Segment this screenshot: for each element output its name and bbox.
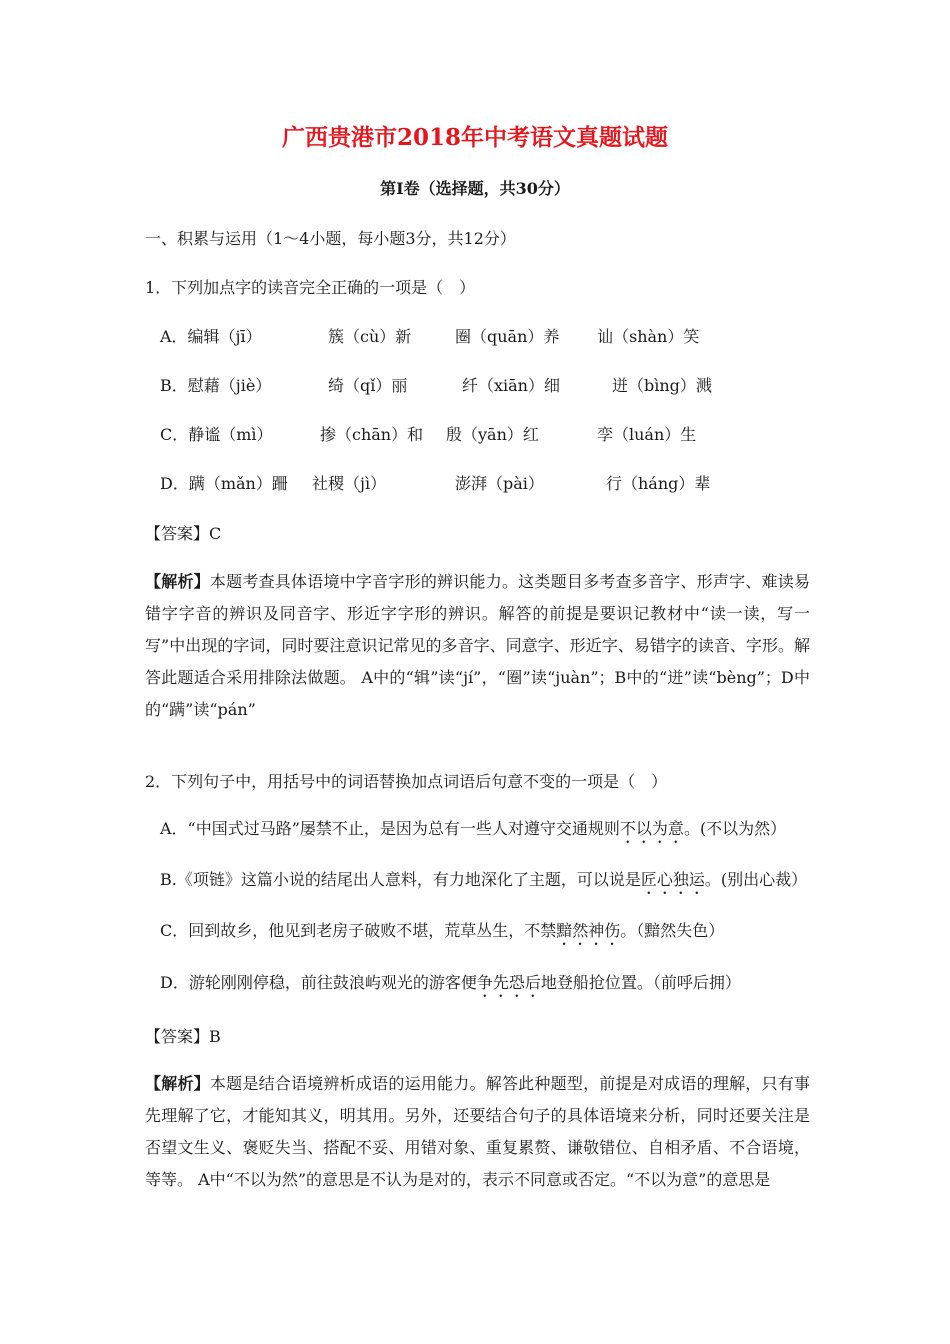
dotted-term: 黯然神伤	[556, 921, 621, 940]
dotted-term: 争先恐后	[476, 973, 541, 992]
question-2-stem: 2．下列句子中，用括号中的词语替换加点词语后句意不变的一项是（ ）	[145, 772, 668, 791]
option-term: D．蹒（mǎn）跚	[160, 474, 288, 493]
option-term: 圈（quān）养	[455, 327, 560, 346]
question-2-option-d	[160, 973, 741, 1001]
analysis-text: 本题考查具体语境中字音字形的辨识能力。这类题目多考查多音字、形声字、难读易错字字音的辨识及同音字、形近字字形的辨识。解答的前提是要识记教材中“读一读，写一写”中出现的字词，同时要注意识记常见的多音字、同意字、形近字、易错字的读音、字形。解答此题适合采用排除法做题。 A中的“辑”读“jí”，“圈”读“juàn”；B中的“迸”读“bèng”；D中的“蹒”读“pán”	[145, 572, 810, 719]
option-text: B.《项链》这篇小说的结尾出人意料，有力地深化了主题，可以说是	[160, 870, 641, 889]
question-2-option-a	[160, 819, 786, 847]
part-heading: 一、积累与运用（1～4小题，每小题3分，共12分）	[145, 229, 516, 248]
option-term: C．静谧（mì）	[160, 425, 273, 444]
option-text: C．回到故乡，他见到老房子破败不堪，荒草丛生，不禁	[160, 921, 557, 940]
section-heading: 第Ⅰ卷（选择题，共30分）	[380, 179, 570, 198]
option-term: 迸（bìng）溅	[612, 376, 712, 395]
option-term: 簇（cù）新	[328, 327, 412, 346]
option-term: 讪（shàn）笑	[597, 327, 700, 346]
option-text: 。(别出心裁）	[704, 870, 808, 889]
page-title: 广西贵港市2018年中考语文真题试题	[281, 124, 668, 151]
option-term: 殷（yān）红	[446, 425, 539, 444]
analysis-text: 本题是结合语境辨析成语的运用能力。解答此种题型，前提是对成语的理解，只有事先理解了它，才能知其义，明其用。另外，还要结合句子的具体语境来分析，同时还要关注是否望文生义、褒贬失当、搭配不妥、用错对象、重复累赘、谦敬错位、自相矛盾、不合语境，等等。 A中“不以为然”的意思是不认为是对的，表示不同意或否定。“不以为意”的意思是	[145, 1074, 810, 1189]
dotted-term: 匠心独运	[640, 870, 705, 889]
option-term: 社稷（jì）	[312, 474, 387, 493]
question-1-analysis	[145, 566, 810, 726]
question-2-answer: 【答案】B	[145, 1027, 221, 1046]
option-text: A．“中国式过马路”屡禁不止，是因为总有一些人对遵守交通规则	[160, 819, 620, 838]
analysis-label: 【解析】	[145, 1074, 210, 1093]
option-term: B．慰藉（jiè）	[160, 376, 272, 395]
option-term: 澎湃（pài）	[455, 474, 544, 493]
question-2-analysis	[145, 1068, 810, 1196]
option-term: 掺（chān）和	[320, 425, 424, 444]
option-term: 行（háng）辈	[606, 474, 711, 493]
option-text: 地登船抢位置。（前呼后拥）	[540, 973, 741, 992]
question-2-option-c	[160, 921, 724, 949]
option-text: 。（黯然失色）	[620, 921, 725, 940]
option-text: D．游轮刚刚停稳，前往鼓浪屿观光的游客便	[160, 973, 477, 992]
question-2-option-b	[160, 870, 807, 898]
option-term: A．编辑（jī）	[160, 327, 262, 346]
dotted-term: 不以为意	[619, 819, 684, 838]
question-1-stem: 1．下列加点字的读音完全正确的一项是（ ）	[145, 278, 476, 297]
option-term: 纤（xiān）细	[462, 376, 560, 395]
option-text: 。(不以为然）	[683, 819, 787, 838]
analysis-label: 【解析】	[145, 572, 210, 591]
question-1-answer: 【答案】C	[145, 524, 222, 543]
option-term: 绮（qǐ）丽	[328, 376, 408, 395]
option-term: 孪（luán）生	[597, 425, 697, 444]
